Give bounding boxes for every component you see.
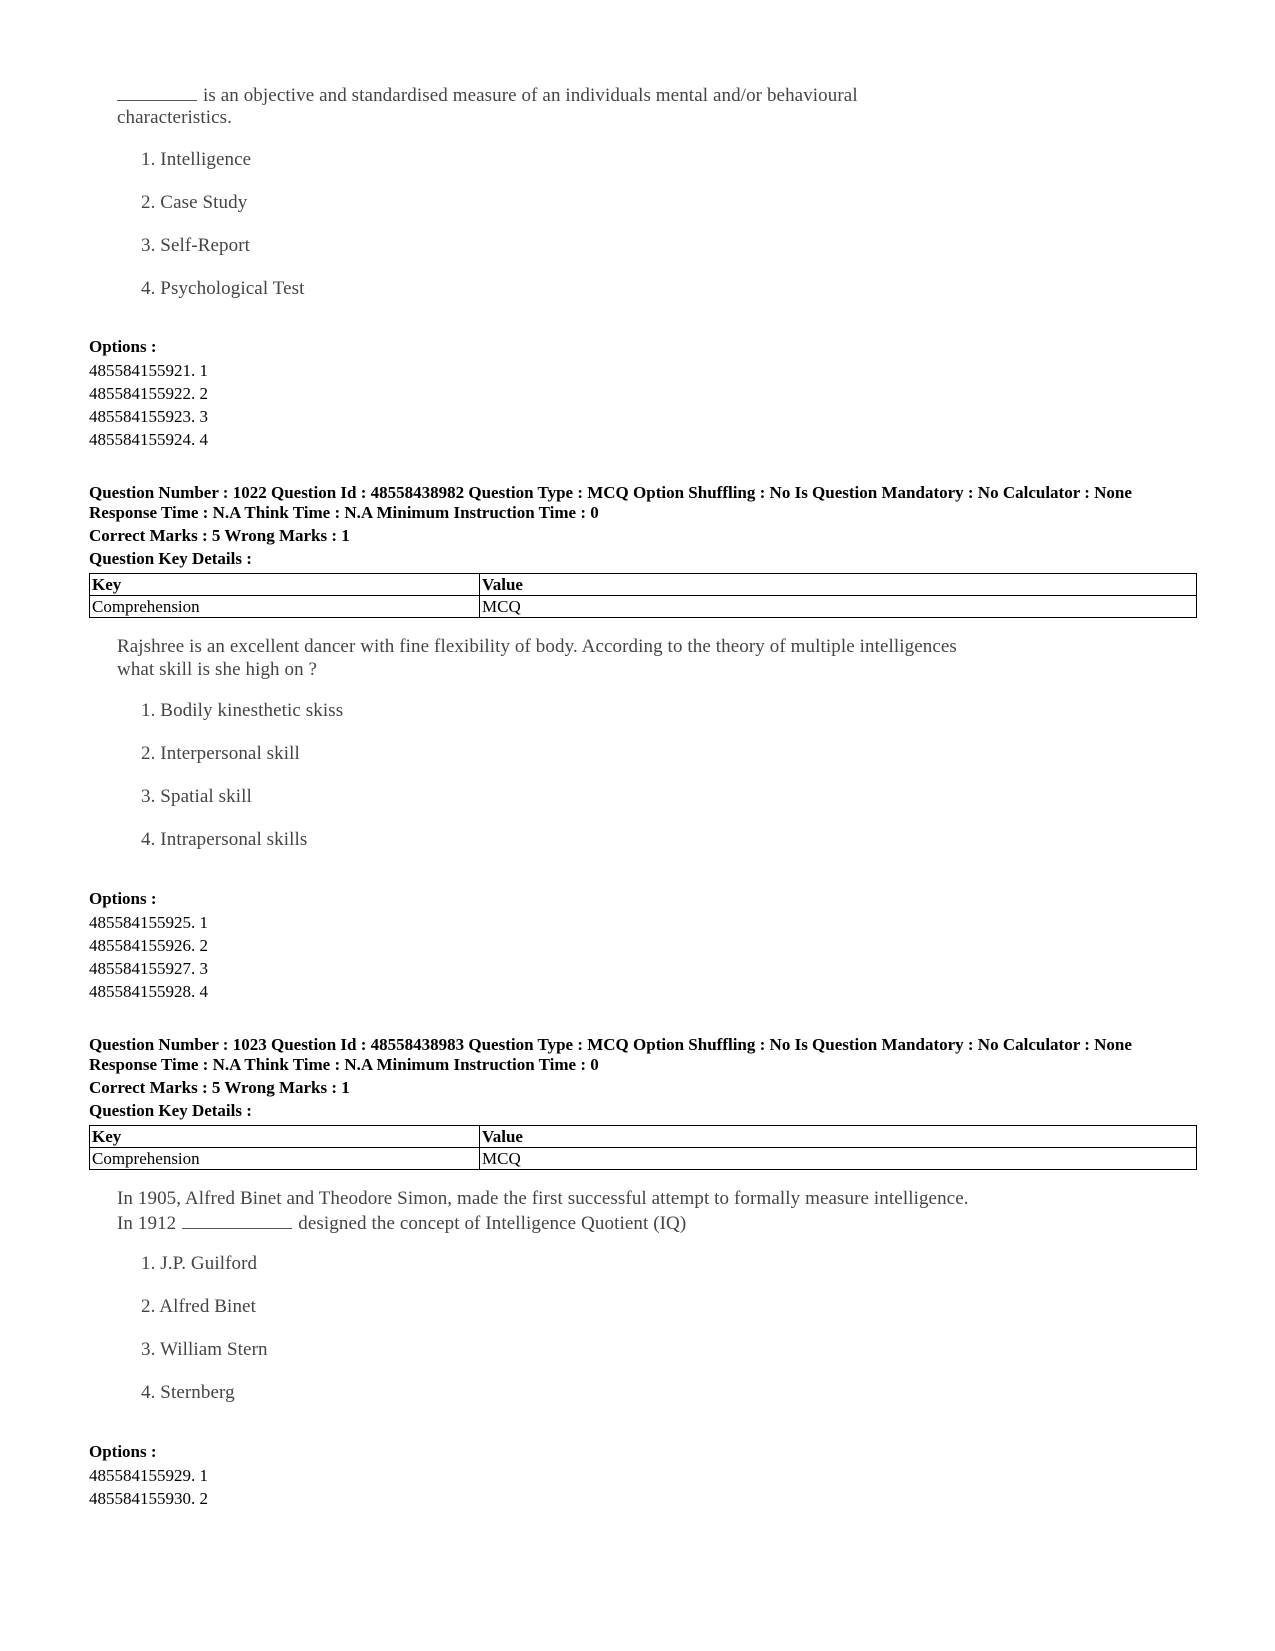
choice-4: 4. Intrapersonal skills (141, 829, 308, 850)
table-cell-key: Comprehension (90, 1148, 480, 1170)
choice-3: 3. Self-Report (141, 235, 251, 256)
choice-1: 1. J.P. Guilford (141, 1253, 258, 1274)
question-marks: Correct Marks : 5 Wrong Marks : 1 (89, 1078, 350, 1097)
option-id: 485584155924. 4 (89, 430, 208, 449)
option-id: 485584155925. 1 (89, 913, 208, 932)
table-header-value: Value (480, 1126, 1197, 1148)
question-meta-line2: Response Time : N.A Think Time : N.A Minimum Instruction Time : 0 (89, 503, 599, 522)
question-stem: is an objective and standardised measure of an individuals mental and/or behavioural (117, 82, 858, 107)
table-header-value: Value (480, 574, 1197, 596)
option-id: 485584155927. 3 (89, 959, 208, 978)
question-stem-continued: characteristics. (117, 107, 233, 128)
choice-2: 2. Alfred Binet (141, 1296, 256, 1317)
options-label: Options : (89, 889, 157, 908)
choice-2: 2. Interpersonal skill (141, 743, 300, 764)
option-id: 485584155922. 2 (89, 384, 208, 403)
table-row (90, 1148, 1197, 1170)
option-id: 485584155926. 2 (89, 936, 208, 955)
question-meta-line1: Question Number : 1023 Question Id : 48558438983 Question Type : MCQ Option Shuffling : No Is Question Mandatory : No Calculator : None (89, 1035, 1132, 1054)
option-id: 485584155921. 1 (89, 361, 208, 380)
options-label: Options : (89, 337, 157, 356)
key-details-label: Question Key Details : (89, 1101, 252, 1120)
option-id: 485584155923. 3 (89, 407, 208, 426)
option-id: 485584155930. 2 (89, 1489, 208, 1508)
options-label: Options : (89, 1442, 157, 1461)
option-id: 485584155928. 4 (89, 982, 208, 1001)
choice-2: 2. Case Study (141, 192, 248, 213)
answer-blank (117, 82, 197, 101)
option-id: 485584155929. 1 (89, 1466, 208, 1485)
key-details-table (89, 573, 1197, 618)
question-marks: Correct Marks : 5 Wrong Marks : 1 (89, 526, 350, 545)
table-cell-value: MCQ (480, 1148, 1197, 1170)
question-stem-continued: what skill is she high on ? (117, 659, 318, 680)
table-header-row (90, 1126, 1197, 1148)
question-stem: In 1905, Alfred Binet and Theodore Simon, made the first successful attempt to formally measure intelligence. (117, 1188, 969, 1209)
question-meta-line2: Response Time : N.A Think Time : N.A Minimum Instruction Time : 0 (89, 1055, 599, 1074)
table-header-row (90, 574, 1197, 596)
table-cell-value: MCQ (480, 596, 1197, 618)
question-stem: Rajshree is an excellent dancer with fine flexibility of body. According to the theory of multiple intelligences (117, 636, 957, 657)
key-details-label: Question Key Details : (89, 549, 252, 568)
choice-1: 1. Bodily kinesthetic skiss (141, 700, 344, 721)
table-cell-key: Comprehension (90, 596, 480, 618)
table-row (90, 596, 1197, 618)
choice-1: 1. Intelligence (141, 149, 252, 170)
choice-4: 4. Sternberg (141, 1382, 235, 1403)
choice-4: 4. Psychological Test (141, 278, 305, 299)
answer-blank (182, 1210, 292, 1229)
key-details-table (89, 1125, 1197, 1170)
question-stem-continued: In 1912 designed the concept of Intelligence Quotient (IQ) (117, 1210, 686, 1235)
choice-3: 3. William Stern (141, 1339, 268, 1360)
table-header-key: Key (90, 574, 480, 596)
question-meta-line1: Question Number : 1022 Question Id : 48558438982 Question Type : MCQ Option Shuffling : No Is Question Mandatory : No Calculator : None (89, 483, 1132, 502)
table-header-key: Key (90, 1126, 480, 1148)
choice-3: 3. Spatial skill (141, 786, 252, 807)
